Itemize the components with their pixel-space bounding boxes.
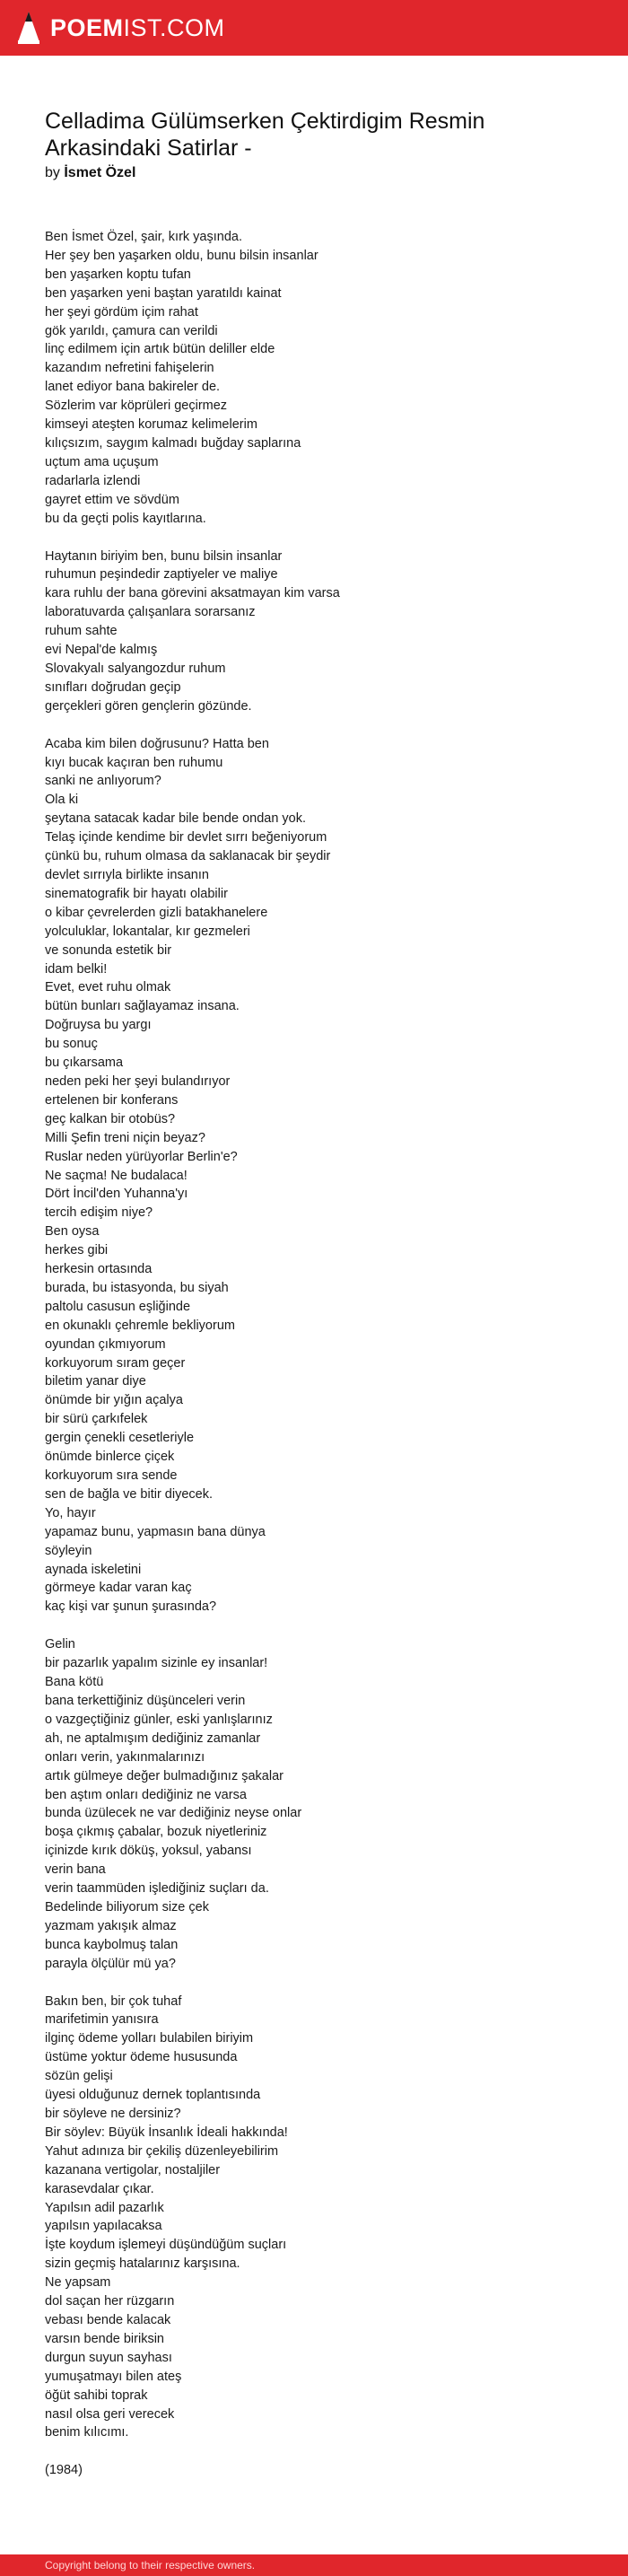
- poem-line: ben yaşarken yeni baştan yaratıldı kainat: [45, 285, 282, 301]
- poem-line: üstüme yoktur ödeme hususunda: [45, 2050, 238, 2065]
- poem-line: idam belki!: [45, 961, 108, 977]
- poem-line: vebası bende kalacak: [45, 2312, 171, 2327]
- poem-line: yolculuklar, lokantalar, kır gezmeleri: [45, 924, 250, 939]
- poem-line: Ruslar neden yürüyorlar Berlin'e?: [45, 1149, 238, 1164]
- poem-line: kılıçsızım, saygım kalmadı buğday saplarına: [45, 435, 301, 451]
- poem-line: Ne yapsam: [45, 2275, 111, 2291]
- poem-line: nasıl olsa geri verecek: [45, 2406, 175, 2422]
- poem-line: bu da geçti polis kayıtlarına.: [45, 511, 206, 526]
- poem-stanza: [45, 548, 583, 716]
- poem-line: söyleyin: [45, 1543, 92, 1558]
- poem-line: sanki ne anlıyorum?: [45, 774, 161, 789]
- poem-line: verin bana: [45, 1862, 106, 1878]
- poem-line: oyundan çıkmıyorum: [45, 1336, 166, 1352]
- poem-title: Celladima Gülümserken Çektirdigim Resmin Arkasindaki Satirlar -: [45, 109, 485, 161]
- poem-line: bütün bunları sağlayamaz insana.: [45, 999, 240, 1014]
- poem-line: Bedelinde biliyorum size çek: [45, 1899, 209, 1914]
- poem-line: önümde binlerce çiçek: [45, 1450, 175, 1465]
- poem-line: tercih edişim niye?: [45, 1205, 153, 1221]
- site-header: [0, 0, 628, 56]
- poem-line: bir söyleve ne dersiniz?: [45, 2107, 181, 2121]
- poem-line: ruhum sahte: [45, 624, 118, 639]
- poem-line: ben aştım onları dediğiniz ne varsa: [45, 1787, 247, 1802]
- poem-line: yazmam yakışık almaz: [45, 1918, 177, 1933]
- poem-line: Yapılsın adil pazarlık: [45, 2200, 164, 2215]
- poem-year: (1984): [45, 2463, 83, 2478]
- poem-line: içinizde kırık döküş, yoksul, yabansı: [45, 1844, 252, 1859]
- poem-stanza: [45, 735, 583, 1617]
- poem-line: Bir söylev: Büyük İnsanlık İdeali hakkında!: [45, 2125, 288, 2140]
- poem-line: radarlarla izlendi: [45, 473, 141, 488]
- poem-line: gök yarıldı, çamura can verildi: [45, 323, 218, 338]
- poem-content: [45, 108, 583, 2480]
- poem-line: devlet sırrıyla birlikte insanın: [45, 868, 209, 882]
- poem-line: onları verin, yakınmalarınızı: [45, 1749, 205, 1765]
- poem-line: Ola ki: [45, 793, 79, 808]
- poem-line: Gelin: [45, 1637, 75, 1652]
- poem-line: aynada iskeletini: [45, 1562, 142, 1577]
- brand-bold: POEM: [50, 13, 124, 41]
- poem-line: ruhumun peşindedir zaptiyeler ve maliye: [45, 567, 278, 583]
- poem-line: çünkü bu, ruhum olmasa da saklanacak bir şeydir: [45, 849, 331, 864]
- poem-line: görmeye kadar varan kaç: [45, 1581, 192, 1596]
- poem-line: Sözlerim var köprüleri geçirmez: [45, 399, 228, 414]
- poem-line: Bakın ben, bir çok tuhaf: [45, 1993, 182, 2009]
- poem-line: en okunaklı çehremle bekliyorum: [45, 1318, 235, 1333]
- poem-line: paltolu casusun eşliğinde: [45, 1299, 191, 1314]
- poem-line: gergin çenekli cesetleriyle: [45, 1431, 195, 1446]
- poem-line: ve sonunda estetik bir: [45, 942, 172, 958]
- site-logo-link[interactable]: [16, 10, 225, 46]
- poem-line: laboratuvarda çalışanlara sorarsanız: [45, 605, 256, 620]
- poem-line: bir sürü çarkıfelek: [45, 1412, 148, 1427]
- poem-line: bunca kaybolmuş talan: [45, 1937, 179, 1952]
- poem-line: Milli Şefin treni niçin beyaz?: [45, 1130, 205, 1145]
- poem-line: benim kılıcımı.: [45, 2425, 129, 2440]
- poem-stanza: [45, 228, 583, 529]
- poem-line: sizin geçmiş hatalarınız karşısına.: [45, 2256, 240, 2272]
- author-link[interactable]: İsmet Özel: [64, 165, 136, 180]
- poem-line: Acaba kim bilen doğrusunu? Hatta ben: [45, 736, 269, 751]
- poem-line: yumuşatmayı bilen ateş: [45, 2369, 182, 2384]
- poem-line: bu çıkarsama: [45, 1056, 124, 1071]
- poem-line: bunda üzülecek ne var dediğiniz neyse onlar: [45, 1806, 302, 1821]
- byline-prefix: by: [45, 165, 60, 180]
- poem-line: bu sonuç: [45, 1037, 98, 1052]
- poem-line: Bana kötü: [45, 1675, 104, 1690]
- site-footer: [0, 2554, 628, 2576]
- poem-line: o kibar çevrelerden gizli batakhanelere: [45, 905, 268, 920]
- poem-line: Ben oysa: [45, 1224, 100, 1240]
- poem-line: korkuyorum sıram geçer: [45, 1355, 186, 1371]
- poem-line: Haytanın biriyim ben, bunu bilsin insanlar: [45, 548, 283, 564]
- poem-line: Dört İncil'den Yuhanna'yı: [45, 1187, 188, 1202]
- poem-line: boşa çıkmış çabalar, bozuk niyetleriniz: [45, 1825, 267, 1840]
- poem-line: geç kalkan bir otobüs?: [45, 1111, 176, 1126]
- copyright-notice: Copyright belong to their respective owners.: [45, 2559, 256, 2572]
- poem-line: Ne saçma! Ne budalaca!: [45, 1168, 188, 1183]
- poem-line: parayla ölçülür mü ya?: [45, 1956, 176, 1971]
- poem-line: her şeyi gördüm içim rahat: [45, 304, 198, 320]
- poem-stanza: [45, 1993, 583, 2443]
- poem-line: sözün gelişi: [45, 2069, 113, 2084]
- poem-line: kaç kişi var şunun şurasında?: [45, 1599, 217, 1615]
- poem-line: bana terkettiğiniz düşünceleri verin: [45, 1693, 246, 1708]
- site-logo-text: [50, 14, 225, 42]
- poem-line: sen de bağla ve bitir diyecek.: [45, 1486, 213, 1502]
- poem-line: burada, bu istasyonda, bu siyah: [45, 1280, 229, 1295]
- poem-line: kıyı bucak kaçıran ben ruhumu: [45, 755, 223, 770]
- poem-line: öğüt sahibi toprak: [45, 2388, 148, 2403]
- poem-line: kara ruhlu der bana görevini aksatmayan kim varsa: [45, 586, 340, 601]
- poem-line: yapılsın yapılacaksa: [45, 2219, 162, 2234]
- poem-line: kazanana vertigolar, nostaljiler: [45, 2162, 221, 2177]
- poem-line: Her şey ben yaşarken oldu, bunu bilsin insanlar: [45, 248, 318, 263]
- poem-line: yapamaz bunu, yapmasın bana dünya: [45, 1524, 266, 1539]
- poem-line: kimseyi ateşten korumaz kelimelerim: [45, 417, 257, 433]
- poem-line: herkes gibi: [45, 1243, 109, 1258]
- poem-line: sınıfları doğrudan geçip: [45, 679, 181, 695]
- poem-line: önümde bir yığın açalya: [45, 1393, 183, 1408]
- poem-line: sinematografik bir hayatı olabilir: [45, 886, 228, 901]
- poem-line: gayret ettim ve sövdüm: [45, 492, 179, 507]
- poem-line: neden peki her şeyi bulandırıyor: [45, 1073, 231, 1089]
- poem-line: biletim yanar diye: [45, 1374, 146, 1389]
- poem-line: karasevdalar çıkar.: [45, 2181, 154, 2196]
- poem-line: uçtum ama uçuşum: [45, 454, 159, 469]
- poem-line: linç edilmem için artık bütün deliller elde: [45, 342, 275, 357]
- poem-line: evi Nepal'de kalmış: [45, 643, 158, 658]
- poem-byline: [45, 165, 583, 181]
- poem-line: Telaş içinde kendime bir devlet sırrı beğeniyorum: [45, 830, 327, 846]
- poem-line: ertelenen bir konferans: [45, 1092, 179, 1108]
- poem-line: Doğruysa bu yargı: [45, 1018, 152, 1033]
- poem-line: herkesin ortasında: [45, 1262, 153, 1277]
- poem-line: dol saçan her rüzgarın: [45, 2294, 175, 2309]
- poem-line: Ben İsmet Özel, şair, kırk yaşında.: [45, 230, 242, 244]
- brand-light: IST.COM: [123, 13, 225, 41]
- poem-line: ilginç ödeme yolları bulabilen biriyim: [45, 2031, 254, 2046]
- poem-line: üyesi olduğunuz dernek toplantısında: [45, 2088, 261, 2103]
- poem-line: o vazgeçtiğiniz günler, eski yanlışlarınız: [45, 1712, 273, 1727]
- poem-line: Evet, evet ruhu olmak: [45, 980, 171, 995]
- poem-body: [45, 228, 583, 2442]
- poem-line: verin taammüden işlediğiniz suçları da.: [45, 1881, 269, 1897]
- poem-line: bir pazarlık yapalım sizinle ey insanlar!: [45, 1656, 268, 1671]
- poem-line: artık gülmeye değer bulmadığınız şakalar: [45, 1768, 283, 1783]
- poem-line: marifetimin yanısıra: [45, 2012, 159, 2028]
- poem-stanza: [45, 1635, 583, 1973]
- poem-line: varsın bende biriksin: [45, 2331, 164, 2346]
- poem-line: durgun suyun sayhası: [45, 2350, 172, 2365]
- poem-line: İşte koydum işlemeyi düşündüğüm suçları: [45, 2238, 287, 2253]
- poem-line: Yahut adınıza bir çekiliş düzenleyebilirim: [45, 2143, 279, 2159]
- poem-line: şeytana satacak kadar bile bende ondan yok.: [45, 811, 307, 827]
- pencil-tip-icon: [16, 10, 41, 46]
- poem-line: korkuyorum sıra sende: [45, 1468, 178, 1483]
- poem-line: ah, ne aptalmışım dediğiniz zamanlar: [45, 1730, 261, 1746]
- poem-line: ben yaşarken koptu tufan: [45, 267, 191, 282]
- poem-line: lanet ediyor bana bakireler de.: [45, 380, 221, 395]
- poem-line: Yo, hayır: [45, 1505, 96, 1520]
- poem-line: Slovakyalı salyangozdur ruhum: [45, 661, 226, 676]
- poem-line: kazandım nefretini fahişelerin: [45, 361, 214, 376]
- poem-line: gerçekleri gören gençlerin gözünde.: [45, 698, 252, 714]
